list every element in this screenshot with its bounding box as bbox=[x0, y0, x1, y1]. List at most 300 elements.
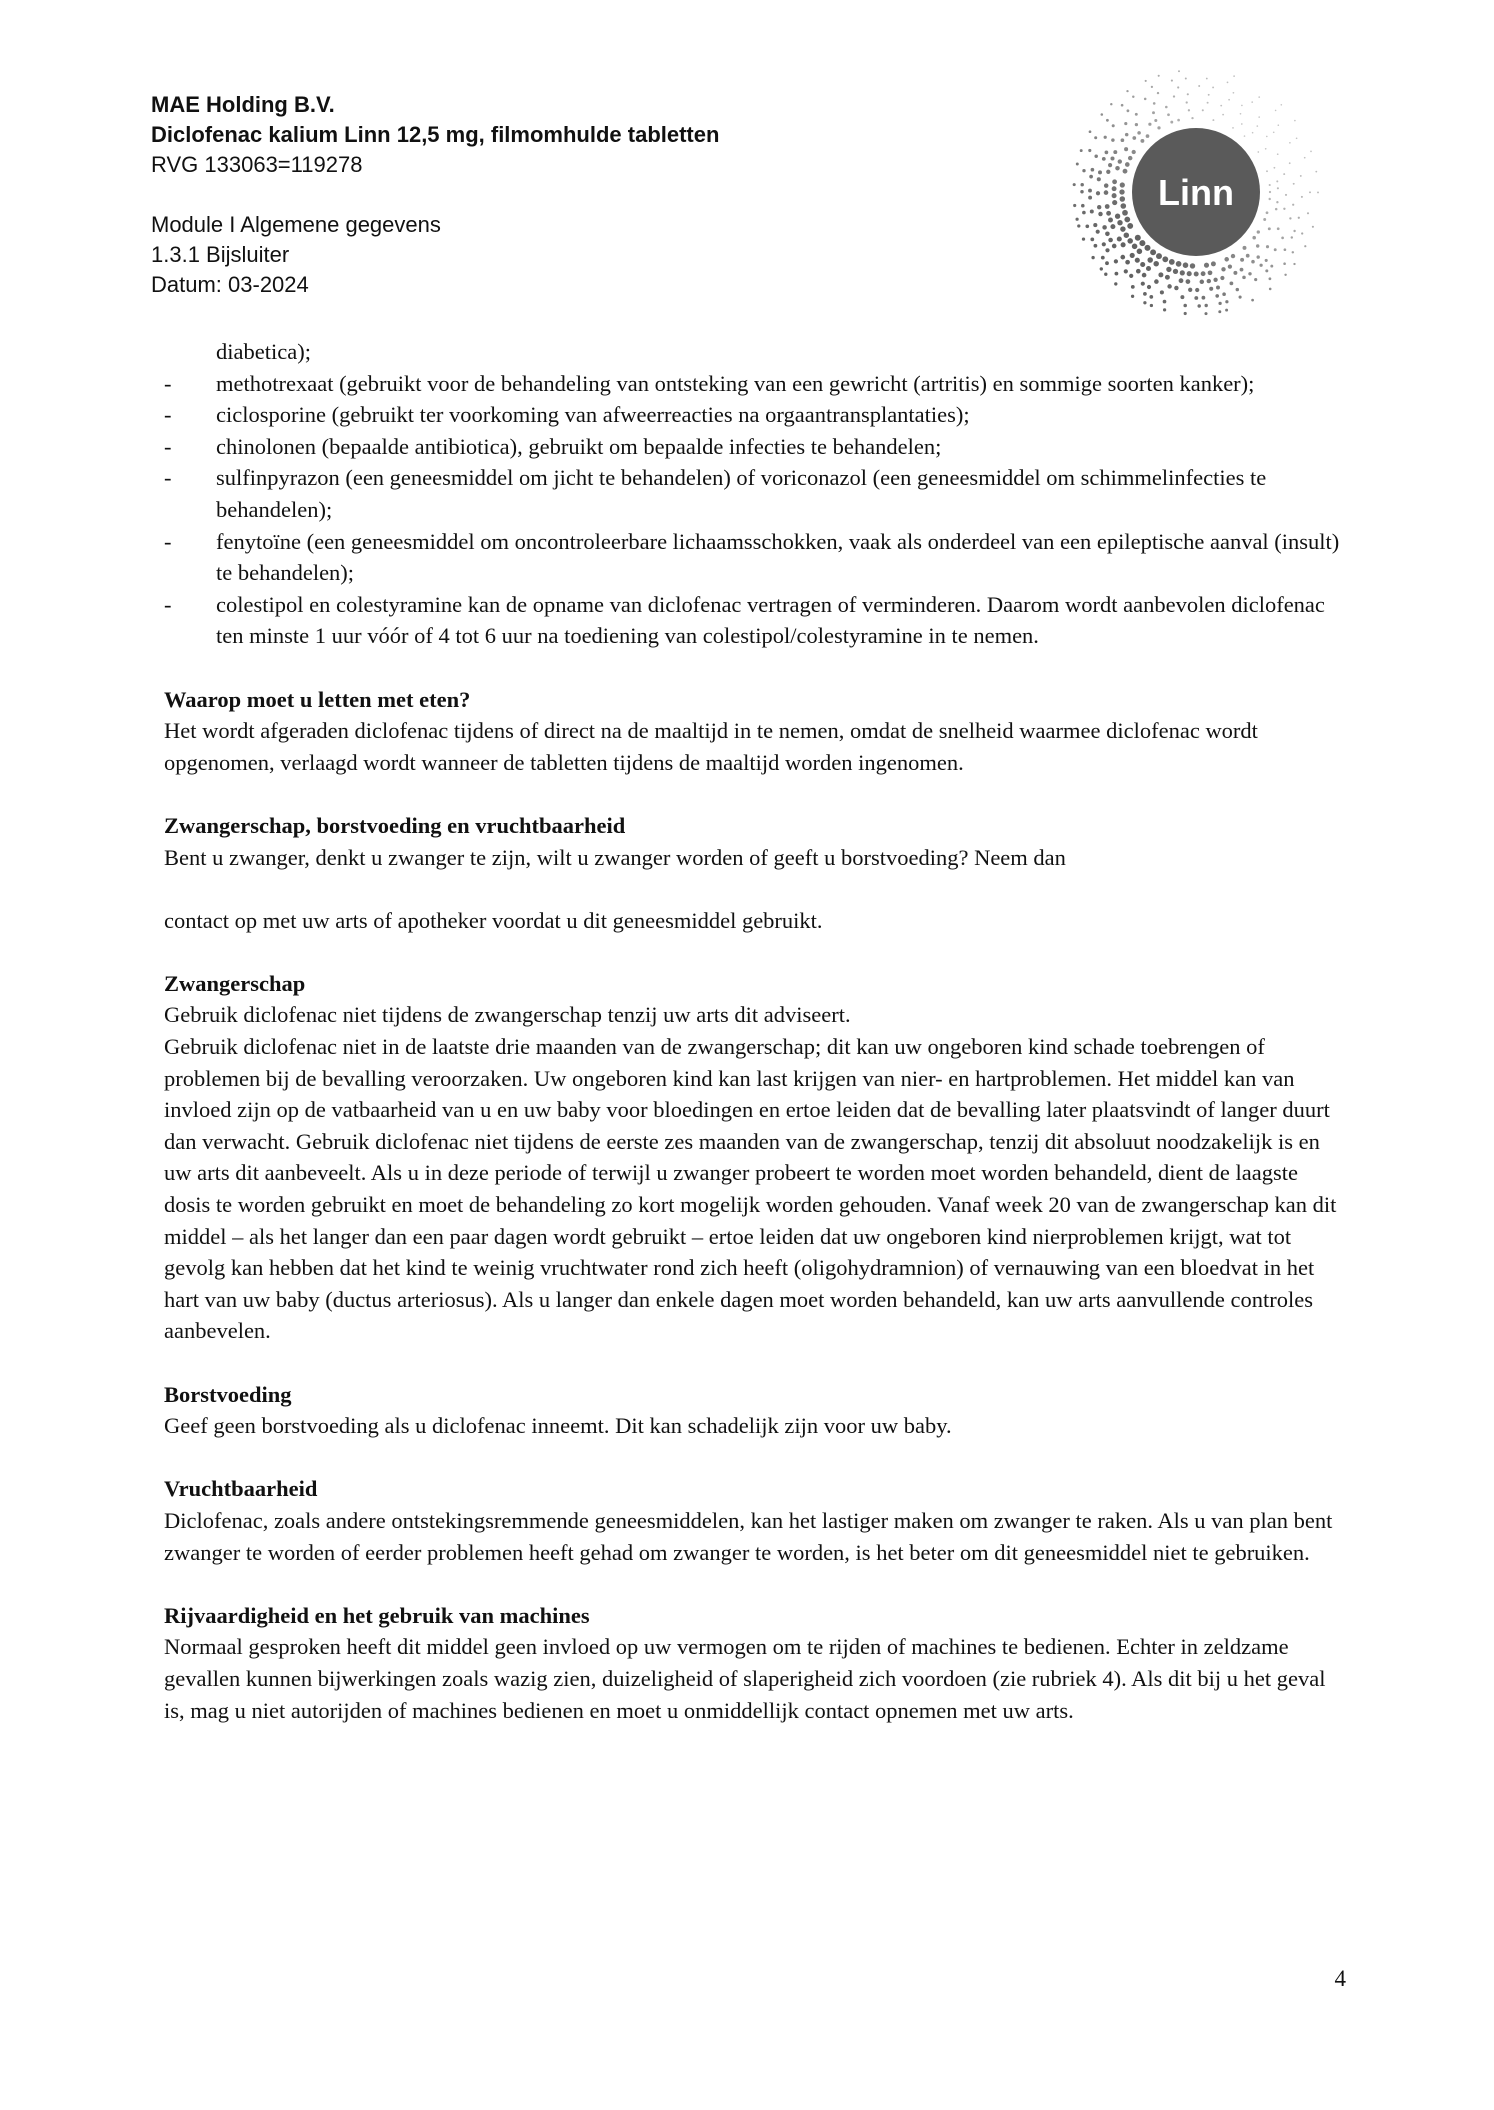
logo-dot bbox=[1120, 255, 1125, 260]
logo-dot bbox=[1126, 90, 1128, 92]
logo-dot bbox=[1140, 139, 1144, 143]
logo-dot bbox=[1121, 242, 1126, 247]
logo-dot bbox=[1120, 196, 1126, 202]
list-item: - sulfinpyrazon (een geneesmiddel om jicht te behandelen) of voriconazol (een geneesmiddel om schimmelinfecties te behandelen); bbox=[164, 465, 1267, 522]
logo-dot bbox=[1277, 227, 1280, 230]
logo-dot bbox=[1304, 245, 1306, 247]
logo-dot bbox=[1085, 224, 1089, 228]
logo-dot bbox=[1257, 255, 1260, 258]
logo-dot bbox=[1180, 270, 1185, 275]
logo-dot bbox=[1147, 285, 1151, 289]
logo-dot bbox=[1265, 259, 1268, 262]
logo-dot bbox=[1275, 208, 1278, 211]
logo-dot bbox=[1277, 187, 1279, 189]
logo-dot bbox=[1291, 236, 1293, 238]
module-label: Module I Algemene gegevens bbox=[151, 212, 441, 237]
logo-dot bbox=[1117, 220, 1122, 225]
logo-dot bbox=[1183, 304, 1187, 308]
logo-dot bbox=[1096, 230, 1100, 234]
logo-dot bbox=[1154, 279, 1159, 284]
list-item: - colestipol en colestyramine kan de opname van diclofenac vertragen of verminderen. Daarom wordt aanbevolen diclofenac ten minste 1 uur vóór of 4 tot 6 uur na toediening van colestipol/colestyramine in te nemen. bbox=[164, 591, 1325, 649]
logo-dot bbox=[1114, 282, 1117, 285]
driving-heading: Rijvaardigheid en het gebruik van machines bbox=[164, 1602, 590, 1628]
logo-dot bbox=[1204, 263, 1209, 268]
document-body bbox=[164, 336, 1344, 1726]
logo-dot bbox=[1091, 168, 1095, 172]
logo-dot bbox=[1240, 113, 1242, 115]
logo-dot bbox=[1218, 302, 1221, 305]
logo-dot bbox=[1121, 104, 1124, 107]
logo-dot bbox=[1315, 171, 1317, 173]
logo-dot bbox=[1240, 258, 1244, 262]
logo-dot bbox=[1225, 309, 1228, 312]
logo-dot bbox=[1149, 295, 1153, 299]
logo-dot bbox=[1073, 204, 1076, 207]
logo-dot bbox=[1222, 114, 1224, 116]
linn-logo bbox=[1066, 62, 1326, 322]
list-item: - fenytoïne (een geneesmiddel om oncontroleerbare lichaamsschokken, vaak als onderdeel van een epileptische aanval (insult) te behandelen); bbox=[164, 528, 1340, 586]
logo-dot bbox=[1073, 183, 1076, 186]
logo-dot bbox=[1220, 276, 1224, 280]
logo-dot bbox=[1307, 212, 1309, 214]
logo-dot bbox=[1106, 211, 1111, 216]
logo-dot bbox=[1268, 227, 1271, 230]
logo-dot bbox=[1097, 205, 1101, 209]
document-header bbox=[151, 90, 719, 300]
logo-dot bbox=[1096, 191, 1100, 195]
logo-dot bbox=[1101, 113, 1104, 116]
logo-dot bbox=[1204, 312, 1207, 315]
logo-dot bbox=[1178, 70, 1180, 72]
pregnancy-intro-line2: contact op met uw arts of apotheker voordat u dit geneesmiddel gebruikt. bbox=[164, 907, 823, 933]
logo-dot bbox=[1102, 242, 1106, 246]
logo-dot bbox=[1257, 230, 1260, 233]
logo-dot bbox=[1215, 294, 1219, 298]
logo-dot bbox=[1135, 123, 1138, 126]
logo-dot bbox=[1269, 198, 1271, 200]
logo-dot bbox=[1118, 159, 1122, 163]
logo-dot bbox=[1080, 149, 1083, 152]
logo-dot bbox=[1177, 119, 1180, 122]
logo-dot bbox=[1150, 304, 1153, 307]
logo-dot bbox=[1142, 273, 1147, 278]
logo-dot bbox=[1120, 203, 1126, 209]
logo-dot bbox=[1281, 237, 1284, 240]
logo-dot bbox=[1207, 102, 1209, 104]
logo-dot bbox=[1218, 310, 1221, 313]
logo-dot bbox=[1207, 279, 1211, 283]
logo-dot bbox=[1265, 148, 1267, 150]
logo-dot bbox=[1158, 272, 1163, 277]
logo-dot bbox=[1266, 245, 1269, 248]
logo-dot bbox=[1188, 109, 1190, 111]
logo-dot bbox=[1202, 109, 1204, 111]
logo-dot bbox=[1090, 238, 1094, 242]
logo-dot bbox=[1278, 124, 1280, 126]
logo-dot bbox=[1275, 110, 1277, 112]
logo-dot bbox=[1124, 122, 1127, 125]
interaction-list bbox=[164, 336, 1344, 652]
logo-dot bbox=[1088, 189, 1092, 193]
logo-dot bbox=[1150, 249, 1156, 255]
logo-dot bbox=[1270, 265, 1273, 268]
logo-dot bbox=[1076, 163, 1079, 166]
logo-dot bbox=[1112, 179, 1117, 184]
pregnancy-text: Gebruik diclofenac niet in de laatste drie maanden van de zwangerschap; dit kan uw ongeboren kind schade toebrengen of problemen bij de bevalling veroorzaken. Uw ongeboren kind kan last krijgen van nier- en hartproblemen. Het middel kan van invloed zijn op de vatbaarheid van u en uw baby voor bloedingen en ertoe leiden dat de bevalling later plaatsvindt of langer duurt dan verwacht. Gebruik diclofenac niet tijdens de eerste zes maanden van de zwangerschap, tenzij dit absoluut noodzakelijk is en uw arts dit aanbeveelt. Als u in deze periode of terwijl u zwanger probeert te worden moet worden behandeld, dient de laagste dosis te worden gebruikt en moet de behandeling zo kort mogelijk worden gehouden. Vanaf week 20 van de zwangerschap kan dit middel – als het langer dan een paar dagen wordt gebruikt – ertoe leiden dat uw ongeboren kind nierproblemen krijgt, wat tot gevolg kan hebben dat het kind te weinig vruchtwater rond zich heeft (oligohydramnion) of vernauwing van een bloedvat in het hart van uw baby (ductus arteriosus). Als u langer dan enkele dagen moet worden behandeld, kan uw arts aanvullende controles aanbevelen. bbox=[164, 1034, 1337, 1344]
logo-dot bbox=[1195, 288, 1199, 292]
logo-dot bbox=[1125, 133, 1129, 137]
logo-dot bbox=[1162, 256, 1168, 262]
logo-dot bbox=[1115, 166, 1120, 171]
logo-dot bbox=[1124, 217, 1130, 223]
logo-dot bbox=[1165, 275, 1170, 280]
logo-dot bbox=[1112, 124, 1115, 127]
driving-section bbox=[164, 1600, 1344, 1726]
logo-dot bbox=[1269, 277, 1272, 280]
food-text: Het wordt afgeraden diclofenac tijdens of direct na de maaltijd in te nemen, omdat de snelheid waarmee diclofenac wordt opgenomen, verlaagd wordt wanneer de tabletten tijdens de maaltijd worden ingenomen. bbox=[164, 718, 1258, 775]
breastfeeding-section bbox=[164, 1379, 1344, 1442]
logo-dot bbox=[1257, 151, 1259, 153]
logo-dot bbox=[1213, 278, 1217, 282]
logo-dot bbox=[1105, 261, 1109, 265]
logo-dot bbox=[1173, 269, 1178, 274]
logo-dot bbox=[1174, 286, 1178, 290]
logo-dot bbox=[1105, 204, 1110, 209]
logo-dot bbox=[1256, 244, 1259, 247]
logo-dot bbox=[1110, 224, 1115, 229]
logo-dot bbox=[1127, 238, 1133, 244]
logo-dot bbox=[1104, 183, 1109, 188]
logo-dot bbox=[1276, 180, 1278, 182]
logo-dot bbox=[1089, 175, 1093, 179]
logo-dot bbox=[1088, 149, 1091, 152]
logo-dot bbox=[1289, 142, 1291, 144]
logo-dot bbox=[1158, 75, 1160, 77]
logo-dot bbox=[1148, 123, 1151, 126]
logo-dot bbox=[1257, 125, 1259, 127]
logo-dot bbox=[1104, 190, 1109, 195]
logo-dot bbox=[1283, 208, 1285, 210]
logo-dot bbox=[1137, 249, 1143, 255]
logo-dot bbox=[1233, 75, 1235, 77]
driving-text: Normaal gesproken heeft dit middel geen invloed op uw vermogen om te rijden of machines te bedienen. Echter in zeldzame gevallen kunnen bijwerkingen zoals wazig zien, duizeligheid of slaperigheid zich voordoen (zie rubriek 4). Als dit bij u het geval is, mag u niet autorijden of machines bedienen en moet u onmiddellijk contact opnemen met uw arts. bbox=[164, 1634, 1326, 1723]
logo-dot bbox=[1125, 162, 1130, 167]
logo-dot bbox=[1301, 196, 1303, 198]
logo-dot bbox=[1169, 259, 1175, 265]
logo-dot bbox=[1119, 189, 1124, 194]
logo-dot bbox=[1292, 204, 1294, 206]
logo-dot bbox=[1163, 308, 1166, 311]
logo-dot bbox=[1284, 274, 1286, 276]
logo-dot bbox=[1265, 269, 1268, 272]
logo-dot bbox=[1173, 95, 1175, 97]
logo-dot bbox=[1200, 280, 1205, 285]
pregnancy-intro-heading: Zwangerschap, borstvoeding en vruchtbaarheid bbox=[164, 812, 626, 838]
pregnancy-intro-line1: Bent u zwanger, denkt u zwanger te zijn, wilt u zwanger worden of geeft u borstvoeding? Neem dan bbox=[164, 844, 1066, 870]
logo-dot bbox=[1251, 260, 1255, 264]
pregnancy-intro-section bbox=[164, 810, 1344, 936]
logo-dot bbox=[1167, 284, 1171, 288]
logo-dot bbox=[1122, 210, 1128, 216]
logo-dot bbox=[1136, 269, 1141, 274]
logo-dot bbox=[1081, 204, 1085, 208]
logo-dot bbox=[1104, 273, 1107, 276]
logo-dot bbox=[1273, 131, 1275, 133]
logo-dot bbox=[1156, 253, 1162, 259]
logo-dot bbox=[1123, 169, 1128, 174]
logo-dot bbox=[1171, 80, 1173, 82]
logo-dot bbox=[1132, 96, 1134, 98]
product-name: Diclofenac kalium Linn 12,5 mg, filmomhulde tabletten bbox=[151, 122, 720, 147]
logo-dot bbox=[1101, 256, 1105, 260]
pregnancy-section bbox=[164, 968, 1344, 1347]
fertility-text: Diclofenac, zoals andere ontstekingsremmende geneesmiddelen, kan het lastiger maken om zwanger te raken. Als u van plan bent zwanger te worden of eerder problemen heeft gehad om zwanger te worden, is het beter om dit geneesmiddel niet te gebruiken. bbox=[164, 1507, 1333, 1565]
logo-dot bbox=[1312, 226, 1314, 228]
logo-dot bbox=[1145, 80, 1147, 82]
logo-dot bbox=[1283, 262, 1286, 265]
logo-dot bbox=[1293, 183, 1295, 185]
logo-dot bbox=[1144, 98, 1147, 101]
logo-dot bbox=[1289, 217, 1291, 219]
breastfeeding-text: Geef geen borstvoeding als u diclofenac inneemt. Dit kan schadelijk zijn voor uw baby. bbox=[164, 1413, 952, 1439]
fertility-section bbox=[164, 1473, 1344, 1568]
logo-dot bbox=[1147, 257, 1153, 263]
logo-dot bbox=[1112, 186, 1117, 191]
logo-dot bbox=[1094, 155, 1097, 158]
logo-dot bbox=[1180, 295, 1184, 299]
list-item: - chinolonen (bepaalde antibiotica), gebruikt om bepaalde infecties te behandelen; bbox=[164, 433, 942, 459]
logo-dot bbox=[1117, 236, 1122, 241]
logo-dot bbox=[1206, 78, 1208, 80]
logo-dot bbox=[1127, 223, 1133, 229]
logo-dot bbox=[1209, 287, 1213, 291]
logo-dot bbox=[1266, 211, 1269, 214]
logo-dot bbox=[1124, 232, 1130, 238]
logo-dot bbox=[1105, 248, 1109, 252]
logo-dot bbox=[1135, 113, 1138, 116]
logo-dot bbox=[1141, 282, 1145, 286]
logo-dot bbox=[1121, 138, 1125, 142]
logo-dot bbox=[1281, 104, 1283, 106]
logo-dot bbox=[1102, 157, 1106, 161]
logo-dot bbox=[1154, 119, 1157, 122]
logo-dot bbox=[1239, 296, 1242, 299]
logo-dot bbox=[1113, 150, 1117, 154]
logo-dot bbox=[1166, 267, 1171, 272]
logo-dot bbox=[1227, 82, 1229, 84]
logo-dot bbox=[1125, 260, 1130, 265]
logo-dot bbox=[1293, 230, 1295, 232]
logo-dot bbox=[1187, 271, 1192, 276]
logo-dot bbox=[1258, 96, 1260, 98]
logo-dot bbox=[1251, 299, 1254, 302]
logo-dot bbox=[1277, 153, 1279, 155]
logo-dot bbox=[1309, 191, 1311, 193]
logo-dot bbox=[1165, 106, 1168, 109]
logo-dot bbox=[1266, 136, 1268, 138]
logo-dot bbox=[1241, 105, 1243, 107]
logo-dot bbox=[1216, 286, 1220, 290]
logo-dot bbox=[1285, 194, 1287, 196]
logo-dot bbox=[1188, 288, 1192, 292]
logo-dot bbox=[1230, 282, 1234, 286]
logo-dot bbox=[1221, 267, 1225, 271]
logo-dot bbox=[1276, 201, 1278, 203]
logo-dot bbox=[1231, 254, 1235, 258]
logo-dot bbox=[1128, 156, 1132, 160]
logo-dot bbox=[1140, 262, 1145, 267]
logo-dot bbox=[1293, 263, 1295, 265]
fertility-heading: Vruchtbaarheid bbox=[164, 1476, 318, 1502]
logo-dot bbox=[1135, 235, 1141, 241]
logo-dot bbox=[1132, 244, 1138, 250]
logo-dot bbox=[1094, 136, 1097, 139]
logo-dot bbox=[1283, 173, 1285, 175]
logo-dot bbox=[1220, 105, 1222, 107]
logo-dot bbox=[1131, 285, 1135, 289]
logo-dot bbox=[1082, 169, 1085, 172]
logo-dot bbox=[1080, 183, 1083, 186]
logo-dot bbox=[1130, 253, 1135, 258]
logo-dot bbox=[1248, 272, 1251, 275]
logo-dot bbox=[1157, 126, 1160, 129]
logo-dot bbox=[1252, 132, 1254, 134]
logo-dot bbox=[1258, 116, 1260, 118]
logo-dot bbox=[1153, 102, 1156, 105]
page-number: 4 bbox=[1334, 1966, 1346, 1991]
logo-dot bbox=[1088, 196, 1092, 200]
logo-dot bbox=[1160, 290, 1164, 294]
logo-dot bbox=[1110, 156, 1114, 160]
logo-dot bbox=[1135, 258, 1140, 263]
logo-dot bbox=[1183, 262, 1189, 268]
logo-dot bbox=[1242, 276, 1246, 280]
logo-dot bbox=[1124, 147, 1128, 151]
logo-dot bbox=[1177, 86, 1179, 88]
logo-dot bbox=[1222, 292, 1226, 296]
logo-dot bbox=[1114, 259, 1118, 263]
logo-dot bbox=[1243, 246, 1247, 250]
logo-dot bbox=[1212, 119, 1214, 121]
logo-dot bbox=[1120, 182, 1125, 187]
logo-dot bbox=[1263, 218, 1266, 221]
logo-dot bbox=[1298, 217, 1300, 219]
logo-dot bbox=[1273, 167, 1275, 169]
logo-dot bbox=[1145, 245, 1151, 251]
logo-dot bbox=[1089, 130, 1092, 133]
logo-dot bbox=[1100, 267, 1103, 270]
logo-dot bbox=[1137, 131, 1141, 135]
list-item: - methotrexaat (gebruikt voor de behandeling van ontsteking van een gewricht (artritis) en sommige soorten kanker); bbox=[164, 370, 1255, 396]
logo-dot bbox=[1152, 111, 1155, 114]
logo-dot bbox=[1236, 288, 1239, 291]
logo-dot bbox=[1082, 211, 1086, 215]
company-name: MAE Holding B.V. bbox=[151, 92, 335, 117]
logo-dot bbox=[1194, 272, 1199, 277]
logo-dot bbox=[1208, 94, 1210, 96]
logo-dot bbox=[1296, 137, 1298, 139]
logo-dot bbox=[1246, 254, 1250, 258]
logo-dot bbox=[1254, 278, 1257, 281]
logo-dot bbox=[1127, 109, 1130, 112]
logo-dot bbox=[1289, 162, 1291, 164]
logo-dot bbox=[1224, 257, 1229, 262]
logo-dot bbox=[1108, 218, 1113, 223]
logo-dot bbox=[1132, 136, 1136, 140]
logo-dot bbox=[1129, 274, 1133, 278]
logo-dot bbox=[1274, 248, 1277, 251]
logo-dot bbox=[1108, 238, 1113, 243]
logo-dot bbox=[1228, 264, 1232, 268]
logo-dot bbox=[1310, 151, 1312, 153]
logo-dot bbox=[1304, 157, 1306, 159]
logo-dot bbox=[1197, 304, 1200, 307]
rvg-number: RVG 133063=119278 bbox=[151, 152, 363, 177]
logo-dot bbox=[1106, 119, 1109, 122]
logo-dot bbox=[1251, 101, 1253, 103]
logo-dot bbox=[1186, 101, 1188, 103]
logo-dot bbox=[1252, 236, 1256, 240]
section-label: 1.3.1 Bijsluiter bbox=[151, 242, 290, 267]
logo-dot bbox=[1124, 269, 1128, 273]
logo-dot bbox=[1105, 151, 1109, 155]
logo-dot bbox=[1131, 295, 1134, 298]
logo-dot bbox=[1240, 268, 1244, 272]
logo-dot bbox=[1170, 121, 1173, 124]
logo-dot bbox=[1153, 261, 1158, 266]
logo-dot bbox=[1317, 191, 1319, 193]
list-continuation: diabetica); bbox=[216, 339, 311, 364]
food-heading: Waarop moet u letten met eten? bbox=[164, 686, 471, 712]
logo-text: Linn bbox=[1158, 172, 1234, 213]
logo-dot bbox=[1241, 123, 1243, 125]
logo-dot bbox=[1194, 296, 1198, 300]
logo-dot bbox=[1115, 214, 1120, 219]
logo-dot bbox=[1269, 191, 1271, 193]
logo-dot bbox=[1098, 170, 1102, 174]
logo-dot bbox=[1185, 78, 1187, 80]
logo-dot bbox=[1269, 184, 1271, 186]
logo-dot bbox=[1191, 117, 1193, 119]
pregnancy-line1: Gebruik diclofenac niet tijdens de zwangerschap tenzij uw arts dit adviseert. bbox=[164, 1002, 851, 1028]
logo-dot bbox=[1208, 270, 1213, 275]
logo-dot bbox=[1139, 240, 1145, 246]
logo-dot bbox=[1205, 304, 1208, 307]
logo-dot bbox=[1190, 263, 1195, 268]
logo-dot bbox=[1104, 136, 1107, 139]
logo-dot bbox=[1228, 99, 1230, 101]
food-section bbox=[164, 684, 1344, 779]
logo-dot bbox=[1110, 103, 1112, 105]
logo-dot bbox=[1093, 223, 1097, 227]
logo-dot bbox=[1106, 170, 1110, 174]
logo-dot bbox=[1186, 279, 1191, 284]
logo-dot bbox=[1146, 266, 1151, 271]
logo-dot bbox=[1091, 256, 1094, 259]
logo-dot bbox=[1112, 200, 1117, 205]
logo-dot bbox=[1225, 300, 1228, 303]
logo-dot bbox=[1082, 237, 1085, 240]
logo-dot bbox=[1292, 251, 1294, 253]
logo-dot bbox=[1201, 271, 1206, 276]
logo-dot bbox=[1233, 271, 1237, 275]
logo-dot bbox=[1075, 218, 1078, 221]
logo-dot bbox=[1102, 225, 1107, 230]
breastfeeding-heading: Borstvoeding bbox=[164, 1381, 292, 1407]
logo-dot bbox=[1167, 113, 1170, 116]
logo-dot bbox=[1112, 193, 1117, 198]
logo-dot bbox=[1184, 312, 1187, 315]
